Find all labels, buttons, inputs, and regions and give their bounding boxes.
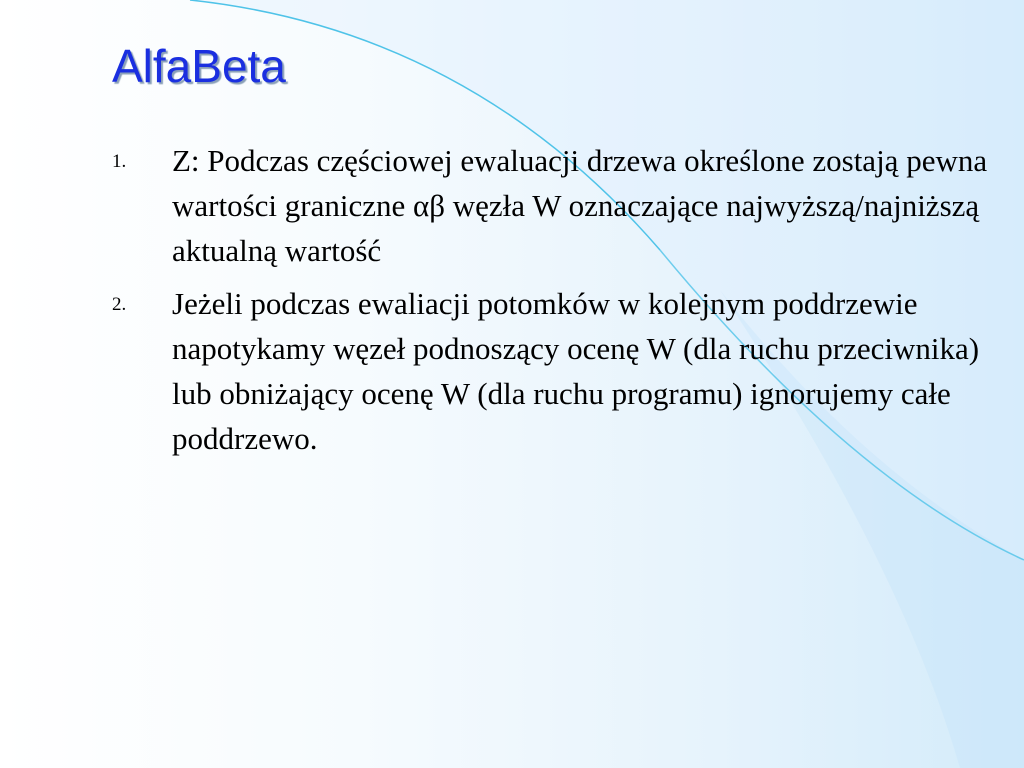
list-item-number: 1. <box>112 151 127 172</box>
list-item <box>112 281 1017 461</box>
list-item-text: Jeżeli podczas ewaliacji potomków w kolejnym poddrzewie napotykamy węzeł podnoszący ocenę W (dla ruchu przeciwnika) lub obniżający ocenę W (dla ruchu programu) ignorujemy całe poddrzewo. <box>172 286 980 456</box>
list-item-text: Z: Podczas częściowej ewaluacji drzewa określone zostają pewna wartości graniczne αβ węzła W oznaczające najwyższą/najniższą aktualną wartość <box>172 143 988 268</box>
list-item <box>112 138 1017 273</box>
slide-title: AlfaBeta <box>112 40 286 92</box>
bullet-list <box>112 138 1017 469</box>
list-item-number: 2. <box>112 294 127 315</box>
